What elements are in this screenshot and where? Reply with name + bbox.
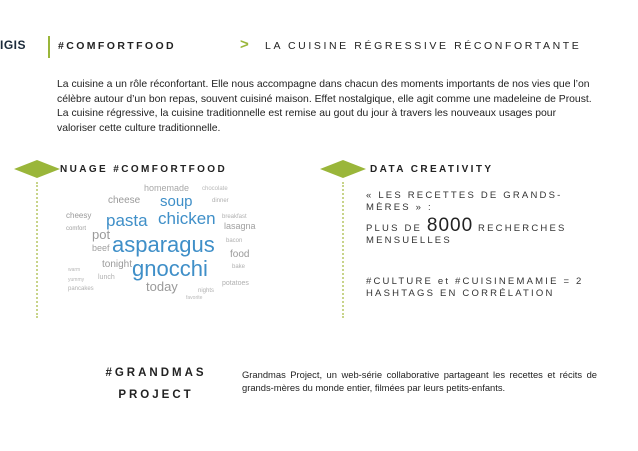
logo: IGIS [0, 38, 27, 52]
dotted-divider [36, 182, 38, 318]
search-count: 8000 [426, 215, 474, 236]
hashtag-correlation: #CULTURE et #CUISINEMAMIE = 2 HASHTAGS EN CORRÉLATION [366, 276, 584, 299]
chevron-right-icon: > [240, 36, 249, 53]
cloud-word: dinner [212, 198, 229, 204]
cloud-word: potatoes [222, 280, 249, 287]
cloud-word: bake [232, 264, 246, 270]
data-creativity-title: DATA CREATIVITY [370, 164, 494, 175]
grandmas-title-line2: PROJECT [118, 389, 194, 401]
cloud-word: warm [68, 267, 81, 273]
cloud-word: lunch [98, 274, 115, 281]
plus-de-label: PLUS DE [366, 223, 423, 234]
cloud-word: asparagus [112, 232, 215, 257]
cloud-word: nights [198, 288, 215, 294]
grandmas-title-line1: #GRANDMAS [105, 367, 207, 379]
cloud-word: breakfast [222, 214, 247, 220]
cloud-word: today [146, 279, 178, 294]
cloud-word: gnocchi [132, 256, 208, 281]
word-cloud [62, 182, 302, 332]
grandmas-description: Grandmas Project, un web-série collaborative partageant les recettes et récits de grands-mères du monde entier, filmées par leurs petits-enfants. [242, 369, 597, 393]
cloud-word: comfort [66, 226, 87, 232]
cloud-word: pancakes [68, 286, 94, 292]
cloud-word: chicken [158, 209, 216, 228]
cloud-word: food [230, 249, 250, 260]
cloud-word: homemade [144, 183, 190, 193]
cloud-word: soup [160, 193, 193, 210]
diamond-bullet-icon [14, 160, 60, 178]
stat-block [366, 215, 606, 247]
recherches-label: RECHERCHES MENSUELLES [366, 223, 567, 246]
section-title: LA CUISINE RÉGRESSIVE RÉCONFORTANTE [265, 40, 582, 52]
quote-text: « LES RECETTES DE GRANDS-MÈRES » : [366, 190, 563, 213]
cloud-word: cheesy [66, 211, 92, 220]
grandmas-title [86, 362, 226, 406]
diamond-bullet-icon [320, 160, 366, 178]
cloud-word: bacon [226, 238, 243, 244]
cloud-word: lasagna [224, 221, 256, 231]
header-divider [48, 36, 50, 58]
cloud-word: pasta [106, 211, 148, 230]
hashtag-title: #COMFORTFOOD [58, 40, 177, 52]
cloud-word: cheese [108, 195, 141, 206]
cloud-word: favorite [186, 295, 203, 301]
cloud-word: pot [92, 227, 111, 242]
cloud-word: beef [92, 243, 110, 253]
cloud-word: tonight [102, 259, 133, 270]
intro-paragraph: La cuisine a un rôle réconfortant. Elle nous accompagne dans chacun des moments importants de nos vies que l’on célèbre autour d’un bon repas, souvent cuisiné maison. Effet nostalgique, elle agit comme une madeleine de Proust. La cuisine régressive, la cuisine traditionnelle est remise au gout du jour à travers les nouveaux usages pour valoriser cette culture traditionnelle. [57, 79, 592, 134]
dotted-divider [342, 182, 344, 318]
cloud-word: yummy [68, 277, 85, 283]
nuage-title: NUAGE #COMFORTFOOD [60, 164, 228, 175]
cloud-word: chocolate [202, 186, 228, 192]
